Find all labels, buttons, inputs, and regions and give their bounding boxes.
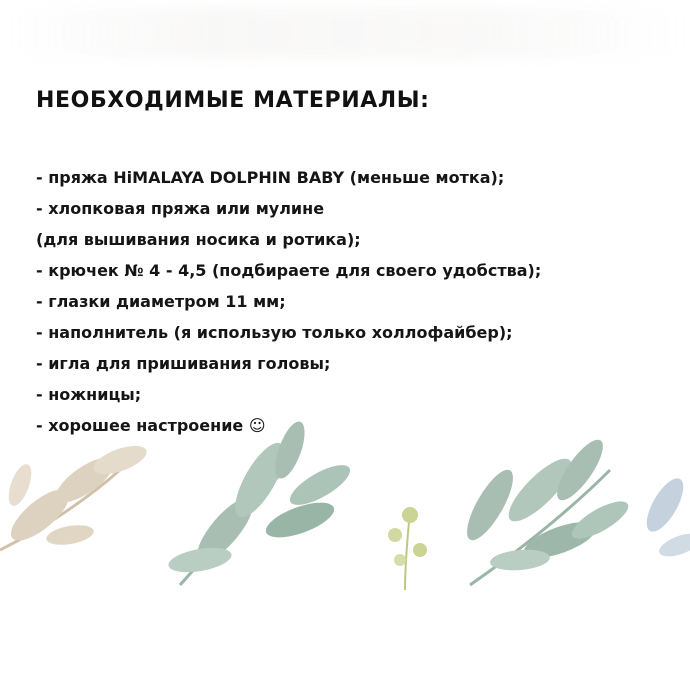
- list-item: - ножницы;: [36, 385, 142, 404]
- list-item: - хорошее настроение ☺: [36, 416, 266, 435]
- list-item: - глазки диаметром 11 мм;: [36, 292, 286, 311]
- list-item: - хлопковая пряжа или мулине: [36, 199, 325, 218]
- faded-header-strip: [0, 8, 690, 58]
- materials-list: [36, 162, 541, 441]
- list-item: - крючек № 4 - 4,5 (подбираете для своего удобства);: [36, 261, 542, 280]
- list-item: (для вышивания носика и ротика);: [36, 230, 361, 249]
- list-item: - пряжа HiMALAYA DOLPHIN BABY (меньше мотка);: [36, 168, 505, 187]
- list-item: - наполнитель (я использую только холлофайбер);: [36, 323, 513, 342]
- list-item: - игла для пришивания головы;: [36, 354, 331, 373]
- page-title: НЕОБХОДИМЫЕ МАТЕРИАЛЫ:: [36, 88, 430, 113]
